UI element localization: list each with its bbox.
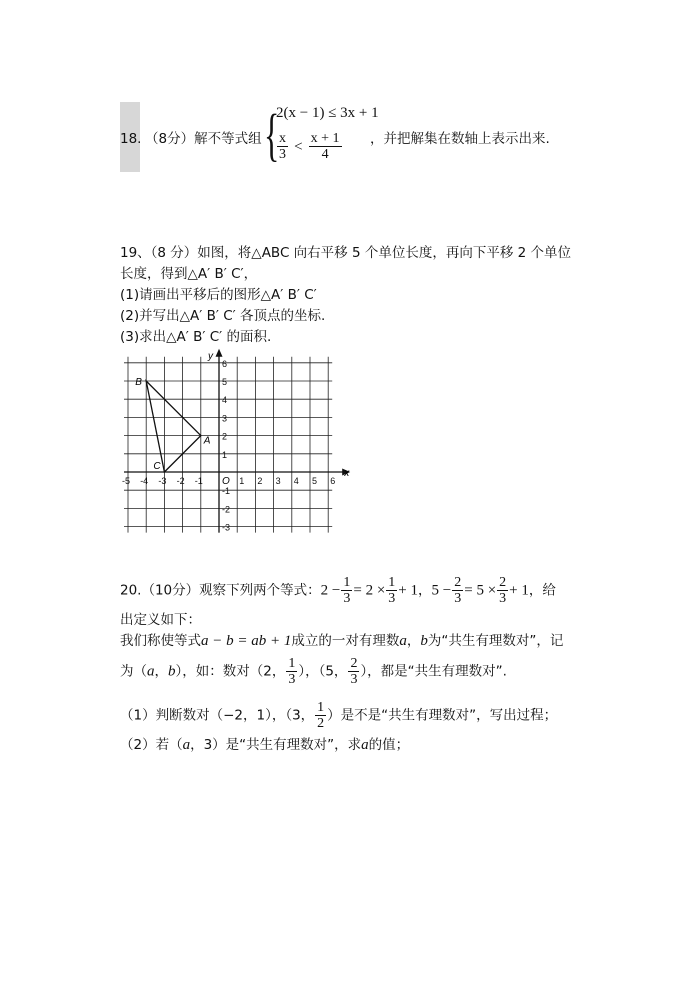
q18-inequality-1: 2(x − 1) ≤ 3x + 1 [276,105,379,121]
x-tick-label: -2 [176,476,185,486]
y-tick-label: -3 [222,522,231,533]
q19-line2: 长度，得到△A′ B′ C′， [120,266,258,282]
y-tick-label: 2 [222,431,228,442]
x-tick-label: -1 [194,476,203,486]
y-axis-arrow [216,349,223,357]
x-tick-label: 1 [239,476,245,486]
fraction: $\frac{1}{3}$ [288,656,296,687]
q19-part1: (1)请画出平移后的图形△A′ B′ C′ [120,287,317,303]
q20-line2: 出定义如下： [120,612,201,628]
y-tick-label: -1 [222,486,231,497]
fraction: $\frac{1}{3}$ [388,575,396,606]
x-tick-label: 2 [257,476,263,486]
y-tick-label: 4 [222,395,228,406]
x-tick-label: 5 [312,476,318,486]
x-tick-label: 4 [293,476,299,486]
q19-part3: (3)求出△A′ B′ C′ 的面积. [120,329,272,345]
q20-part2: （2）若（a，3）是“共生有理数对”，求a的值； [120,737,410,753]
q18-inequality-2: $\frac{x}{3}$ < $\frac{x + 1}{4}$ [279,131,340,162]
x-tick-label: 3 [275,476,281,486]
fraction: $\frac{2}{3}$ [499,575,507,606]
fraction: $\frac{1}{2}$ [317,700,325,731]
tick-labels [122,359,335,533]
y-tick-label: 1 [222,449,228,460]
y-tick-label: 6 [222,358,228,369]
q19-part2: (2)并写出△A′ B′ C′ 各顶点的坐标. [120,308,326,324]
fraction: $\frac{2}{3}$ [350,656,358,687]
q20-definition: 我们称使等式a − b = ab + 1成立的一对有理数a，b为“共生有理数对”，记 [120,633,564,649]
vertex-b-label: B [135,377,142,388]
q20-line1: 20.（10分）观察下列两个等式：2 − $\frac{1}{3}$ = 2 × $\frac{1}{3}$ + 1，5 − $\frac{2}{3}$ = 5 × $\frac{2}{3}$ + 1，给 [120,575,556,606]
q18-stem: （8分）解不等式组 [145,131,262,147]
x-axis-label: x [344,468,350,479]
coordinate-grid-figure [118,345,358,535]
x-tick-label: -5 [122,476,131,486]
system-brace: { [264,102,280,167]
fraction: $\frac{2}{3}$ [454,575,462,606]
y-tick-label: 3 [222,413,228,424]
origin-label: O [222,476,230,487]
x-tick-label: 6 [330,476,336,486]
q20-example: 为（a，b），如：数对（2， $\frac{1}{3}$ ），（5， $\frac{2}{3}$ ），都是“共生有理数对”. [120,656,507,687]
vertex-a-label: A [203,435,211,447]
y-tick-label: -2 [222,504,231,515]
triangle-abc [146,381,201,472]
vertex-c-label: C [153,461,161,472]
x-tick-label: -3 [158,476,167,486]
fraction: $\frac{x + 1}{4}$ [310,131,340,162]
fraction: $\frac{1}{3}$ [343,575,351,606]
q18-tail: ，并把解集在数轴上表示出来. [370,131,550,147]
x-tick-label: -4 [140,476,149,486]
q20-part1: （1）判断数对（−2，1），（3， $\frac{1}{2}$ ）是不是“共生有理数对”，写出过程； [120,700,558,731]
q19-line1: 19、（8 分）如图，将△ABC 向右平移 5 个单位长度，再向下平移 2 个单位 [120,245,572,261]
y-axis-label: y [208,350,213,362]
fraction: $\frac{x}{3}$ [279,131,286,162]
y-tick-label: 5 [222,377,228,387]
q18-number: 18. [120,131,142,147]
triangle-edges [146,381,201,472]
